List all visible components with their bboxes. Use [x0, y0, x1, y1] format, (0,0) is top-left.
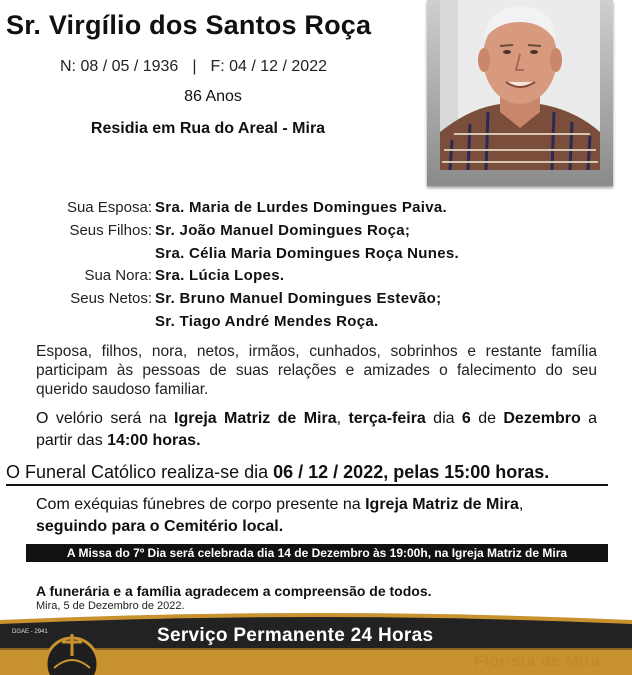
- family-label: Seus Netos:: [70, 290, 152, 308]
- florist-name: Florista de Mira: [474, 653, 601, 670]
- wake-text: dia: [425, 410, 462, 427]
- footer-banner: [0, 612, 632, 675]
- permanent-service-banner: Serviço Permanente 24 Horas: [157, 625, 434, 646]
- wake-day: 6: [461, 410, 471, 427]
- family-label: Seus Filhos:: [69, 221, 152, 239]
- place-date: Mira, 5 de Dezembro de 2022.: [36, 600, 185, 612]
- funeral-text: O Funeral Católico realiza-se dia: [6, 462, 274, 482]
- service-text: Com exéquias fúnebres de corpo presente na: [36, 496, 366, 513]
- wake-place: Igreja Matriz de Mira: [174, 410, 337, 427]
- family-member: Sra. Lúcia Lopes.: [155, 267, 285, 285]
- wake-weekday: terça-feira: [348, 410, 426, 427]
- portrait-photo: [440, 0, 600, 170]
- mass-announcement-bar: A Missa do 7º Dia será celebrada dia 14 de Dezembro às 19:00h, na Igreja Matriz de Mira: [26, 544, 608, 562]
- wake-time: 14:00 horas.: [107, 432, 201, 449]
- family-label: Sua Nora:: [84, 267, 152, 285]
- family-member: Sra. Célia Maria Domingues Roça Nunes.: [155, 244, 459, 262]
- funeral-info: [6, 462, 608, 486]
- wake-text: de: [470, 410, 504, 427]
- family-label: Sua Esposa:: [66, 199, 152, 216]
- birth-date: N: 08 / 05 / 1936: [60, 58, 179, 75]
- family-member: Sr. João Manuel Domingues Roça;: [155, 221, 411, 239]
- wake-text: O velório será na: [36, 410, 174, 427]
- service-info: [36, 494, 597, 538]
- family-member: Sr. Tiago André Mendes Roça.: [155, 312, 379, 330]
- family-row-children: [0, 220, 459, 266]
- service-destination: seguindo para o Cemitério local.: [36, 518, 284, 535]
- license-code: DGAE - 2941: [12, 629, 48, 635]
- family-row-grandchildren: [0, 288, 459, 334]
- wake-month: Dezembro: [503, 410, 581, 427]
- funeral-datetime: 06 / 12 / 2022, pelas 15:00 horas.: [273, 462, 550, 482]
- wake-info: [36, 408, 597, 452]
- service-text: ,: [518, 496, 524, 513]
- date-separator: |: [192, 58, 197, 75]
- age: 86 Anos: [184, 88, 242, 105]
- family-member: Sra. Maria de Lurdes Domingues Paiva.: [155, 199, 448, 216]
- service-place: Igreja Matriz de Mira: [365, 496, 519, 513]
- family-row-spouse: [0, 197, 459, 220]
- wake-text: ,: [336, 410, 349, 427]
- thanks-text: A funerária e a família agradecem a compreensão de todos.: [36, 583, 432, 599]
- family-list: [0, 197, 459, 334]
- deceased-name: Sr. Virgílio dos Santos Roça: [6, 10, 372, 40]
- residence: Residia em Rua do Areal - Mira: [90, 120, 326, 137]
- family-member: Sr. Bruno Manuel Domingues Estevão;: [155, 290, 442, 308]
- announcement-text: Esposa, filhos, nora, netos, irmãos, cunhados, sobrinhos e restante família participam às pessoas de suas relações e amizades o falecimento do seu querido saudoso familiar.: [36, 343, 597, 398]
- portrait-frame: [427, 0, 613, 186]
- death-date: F: 04 / 12 / 2022: [210, 58, 327, 75]
- wake-text: a partir das: [36, 410, 598, 449]
- life-dates: [60, 58, 327, 76]
- family-row-daughter-in-law: [0, 265, 459, 288]
